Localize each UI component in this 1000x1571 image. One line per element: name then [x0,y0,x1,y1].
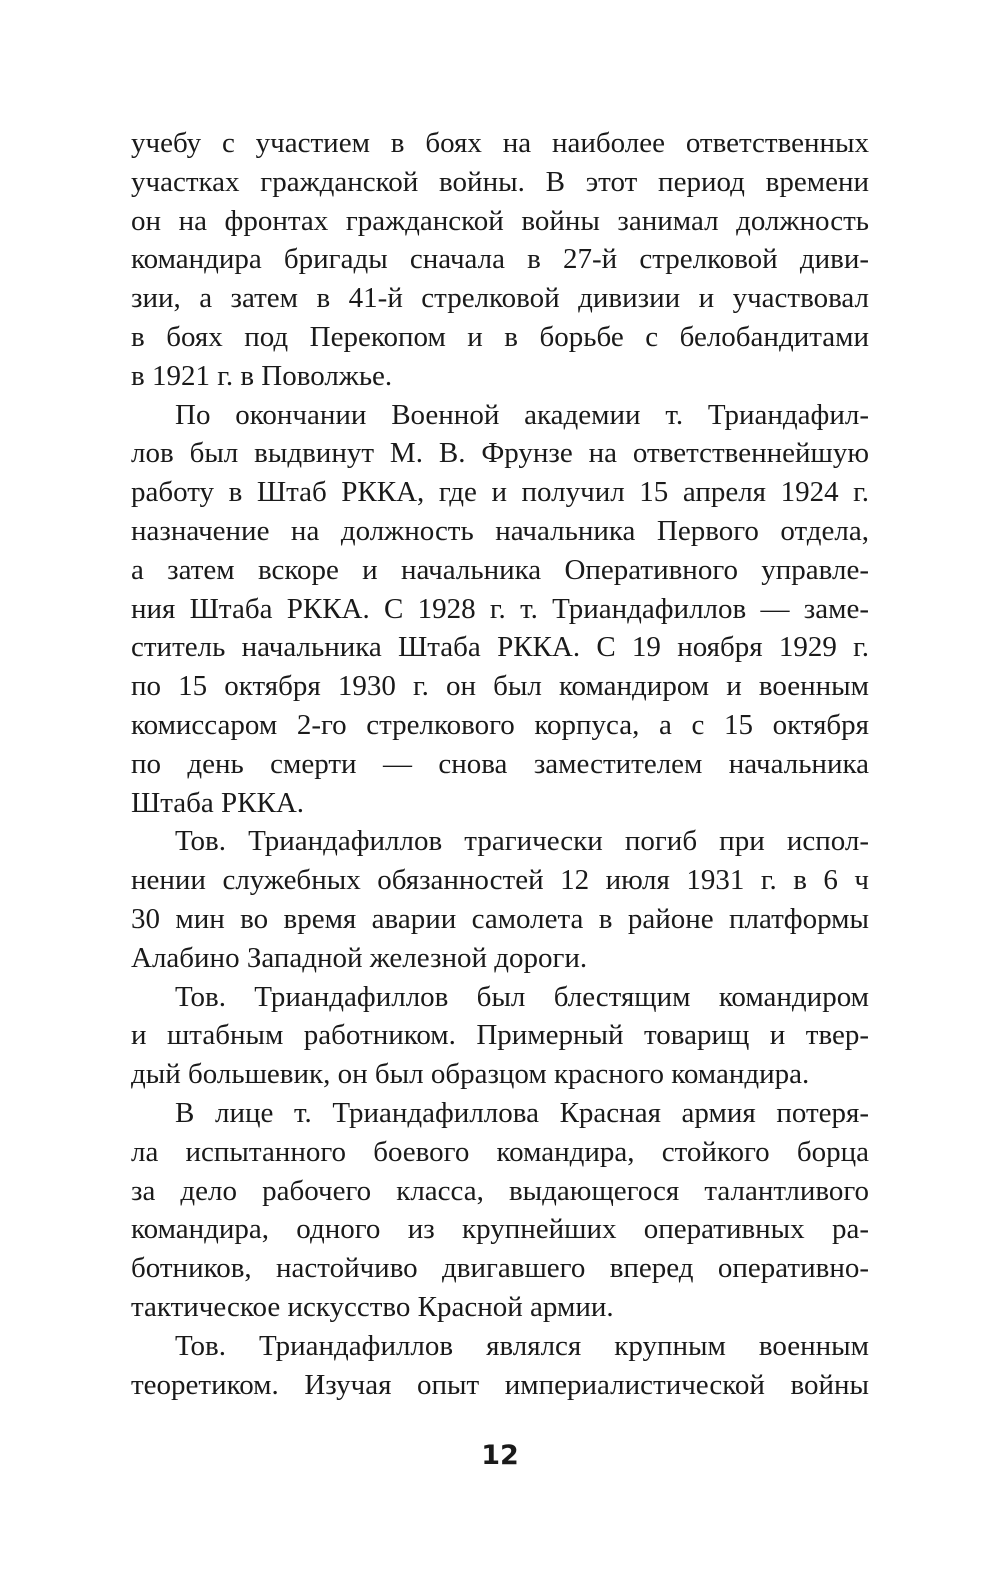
text-line: ботников, настойчиво двигавшего вперед оперативно- [131,1252,869,1285]
text-line: Штаба РККА. [131,786,305,819]
text-line: по 15 октября 1930 г. он был командиром и военным [131,670,869,703]
text-line: а затем вскоре и начальника Оперативного управле- [131,553,869,586]
text-line: дый большевик, он был образцом красного командира. [131,1058,810,1091]
body-text [131,124,869,1404]
text-line: командира, одного из крупнейших оперативных ра- [131,1213,869,1246]
text-line: тактическое искусство Красной армии. [131,1290,614,1323]
text-line: он на фронтах гражданской войны занимал должность [131,204,869,237]
text-line: учебу с участием в боях на наиболее ответственных [131,127,869,159]
text-line: Тов. Триандафиллов трагически погиб при испол- [175,825,869,858]
text-line: Тов. Триандафиллов был блестящим командиром [175,980,869,1013]
text-line: в 1921 г. в Поволжье. [131,359,393,392]
text-line: и штабным работником. Примерный товарищ и твер- [131,1019,869,1052]
text-line: зии, а затем в 41-й стрелковой дивизии и участвовал [131,282,869,315]
text-line: нении служебных обязанностей 12 июля 1931 г. в 6 ч [131,864,869,897]
text-line: ния Штаба РККА. С 1928 г. т. Триандафиллов — заме- [131,592,869,625]
text-line: В лице т. Триандафиллова Красная армия потеря- [175,1096,869,1129]
page-number: 12 [481,1440,519,1471]
text-line: назначение на должность начальника Первого отдела, [131,514,869,547]
text-line: работу в Штаб РККА, где и получил 15 апреля 1924 г. [131,476,869,509]
text-line: по день смерти — снова заместителем начальника [131,747,869,780]
text-line: лов был выдвинут М. В. Фрунзе на ответственнейшую [131,437,869,470]
text-line: 30 мин во время аварии самолета в районе платформы [131,902,869,935]
text-line: Алабино Западной железной дороги. [131,941,588,974]
text-line: за дело рабочего класса, выдающегося талантливого [131,1174,869,1207]
text-line: ла испытанного боевого командира, стойкого борца [131,1135,869,1168]
text-line: По окончании Военной академии т. Триандафил- [175,398,869,431]
text-line: в боях под Перекопом и в борьбе с белобандитами [131,320,869,353]
text-line: командира бригады сначала в 27-й стрелковой диви- [131,243,869,276]
text-line: участках гражданской войны. В этот период времени [131,165,869,198]
text-line: комиссаром 2-го стрелкового корпуса, а с 15 октября [131,708,869,741]
text-line: теоретиком. Изучая опыт империалистической войны [131,1368,869,1401]
text-line: ститель начальника Штаба РККА. С 19 ноября 1929 г. [131,631,869,664]
text-line: Тов. Триандафиллов являлся крупным военным [175,1329,869,1362]
